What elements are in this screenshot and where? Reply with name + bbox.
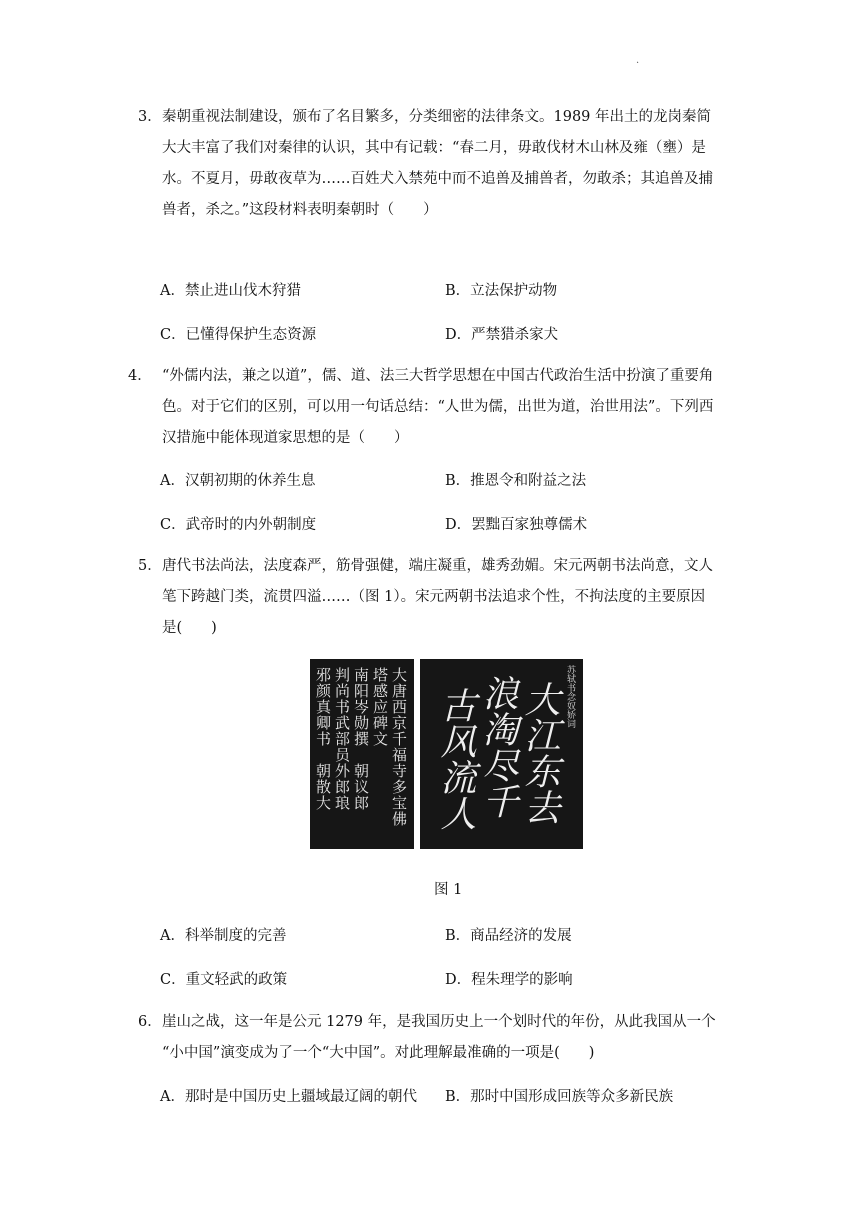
question-line: 笔下跨越门类，流贯四溢……（图 1）。宋元两朝书法追求个性，不拘法度的主要原因 xyxy=(162,589,706,605)
option-c[interactable]: C．已懂得保护生态资源 xyxy=(160,327,317,343)
inscription-column: 大唐西京千福寺多宝佛 xyxy=(390,667,408,827)
option-d[interactable]: D．严禁猎杀家犬 xyxy=(445,327,559,343)
inscription-column: 南阳岑勋撰 朝议郎 xyxy=(352,667,370,811)
calligraphy-figure xyxy=(310,659,583,849)
calligraphy-right-panel xyxy=(420,659,583,849)
option-a[interactable]: A．禁止进山伐木狩猎 xyxy=(160,283,301,299)
option-a[interactable]: A．科举制度的完善 xyxy=(160,928,287,944)
question-6 xyxy=(128,1007,728,1069)
question-line: 色。对于它们的区别，可以用一句话总结：“人世为儒，出世为道，治世用法”。下列西 xyxy=(162,399,714,415)
option-a[interactable]: A．那时是中国历史上疆域最辽阔的朝代 xyxy=(160,1089,417,1105)
question-number: 3． xyxy=(138,109,162,125)
option-b[interactable]: B．立法保护动物 xyxy=(445,283,558,299)
inscription-column: 塔感应碑文 xyxy=(371,667,389,747)
calligraphy-column: 大江东去 xyxy=(519,681,560,825)
question-line: “外儒内法，兼之以道”，儒、道、法三大哲学思想在中国古代政治生活中扮演了重要角 xyxy=(162,368,714,384)
option-a[interactable]: A．汉朝初期的休养生息 xyxy=(160,473,316,489)
calligraphy-small-note: 苏轼书念奴娇词 xyxy=(565,665,575,728)
question-line: 秦朝重视法制建设，颁布了名目繁多，分类细密的法律条文。1989 年出土的龙岗秦简 xyxy=(162,109,712,125)
question-3 xyxy=(128,102,728,226)
inscription-column: 判尚书武部员外郎琅 xyxy=(333,667,351,811)
question-line: 唐代书法尚法，法度森严，筋骨强健，端庄凝重，雄秀劲媚。宋元两朝书法尚意，文人 xyxy=(162,558,713,574)
question-5 xyxy=(128,551,728,644)
calligraphy-column: 古风流人 xyxy=(435,687,476,831)
question-line: 大大丰富了我们对秦律的认识，其中有记载：“春二月，毋敢伐材木山林及雍（壅）是 xyxy=(162,140,706,156)
question-line: 汉措施中能体现道家思想的是（ ） xyxy=(162,430,409,446)
option-b[interactable]: B．商品经济的发展 xyxy=(445,928,572,944)
option-c[interactable]: C．武帝时的内外朝制度 xyxy=(160,517,317,533)
question-line: 是( ) xyxy=(162,620,217,636)
question-4 xyxy=(128,361,728,454)
question-line: 水。不夏月，毋敢夜草为……百姓犬入禁苑中而不追兽及捕兽者，勿敢杀；其追兽及捕 xyxy=(162,171,713,187)
page-mark: · xyxy=(636,58,640,69)
question-line: 兽者，杀之。”这段材料表明秦朝时（ ） xyxy=(162,202,438,218)
question-number: 5． xyxy=(138,558,162,574)
option-c[interactable]: C．重文轻武的政策 xyxy=(160,972,288,988)
question-number: 6． xyxy=(138,1014,162,1030)
question-line: 崖山之战，这一年是公元 1279 年，是我国历史上一个划时代的年份，从此我国从一个 xyxy=(162,1014,716,1030)
option-b[interactable]: B．推恩令和附益之法 xyxy=(445,473,587,489)
calligraphy-left-panel xyxy=(310,659,414,849)
inscription-column: 邪颜真卿书 朝散大 xyxy=(314,667,332,811)
calligraphy-column: 浪淘尽千 xyxy=(477,675,518,819)
figure-caption: 图 1 xyxy=(434,882,463,898)
option-b[interactable]: B．那时中国形成回族等众多新民族 xyxy=(445,1089,674,1105)
option-d[interactable]: D．罢黜百家独尊儒术 xyxy=(445,517,588,533)
question-number: 4． xyxy=(128,368,152,384)
question-line: “小中国”演变成为了一个“大中国”。对此理解最准确的一项是( ) xyxy=(162,1045,595,1061)
option-d[interactable]: D．程朱理学的影响 xyxy=(445,972,573,988)
